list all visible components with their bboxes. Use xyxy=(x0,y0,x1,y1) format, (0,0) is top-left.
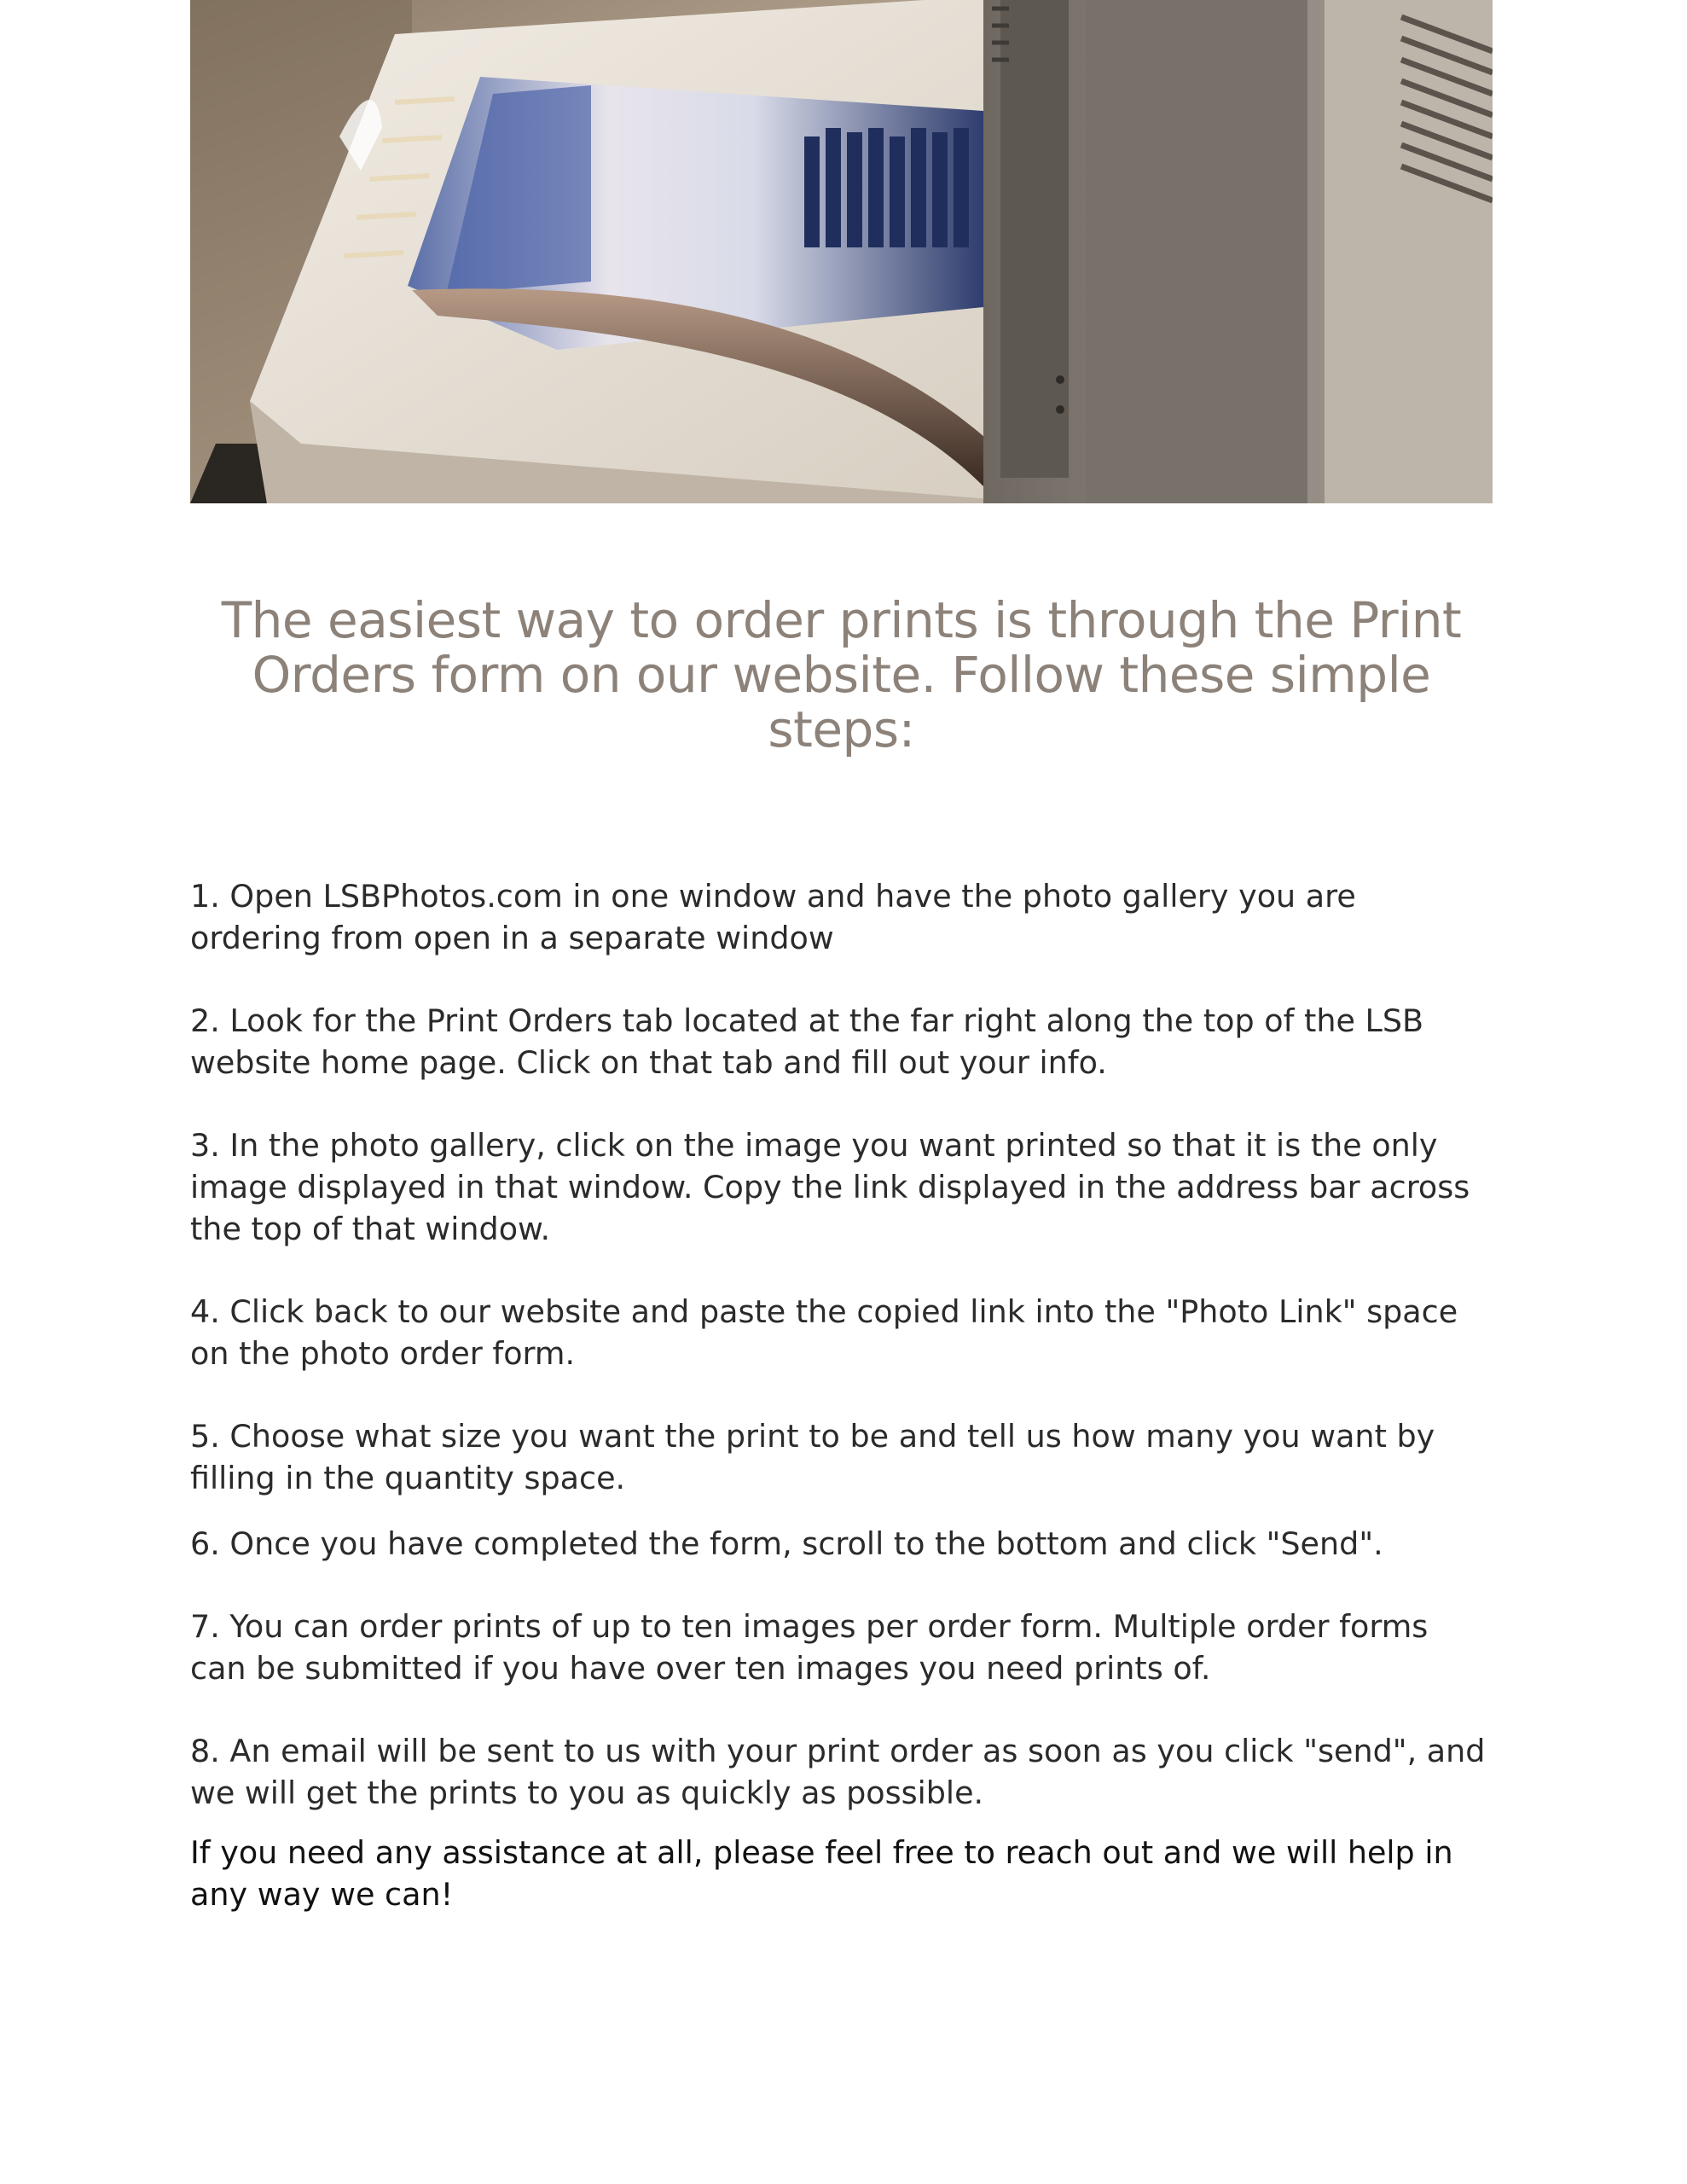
step-item-1: 1. Open LSBPhotos.com in one window and have the photo gallery you are ordering from open in a separate window xyxy=(190,878,1356,956)
step-item-5: 5. Choose what size you want the print to be and tell us how many you want by filling in the quantity space. xyxy=(190,1418,1435,1496)
step-item-3: 3. In the photo gallery, click on the image you want printed so that it is the only image displayed in that window. Copy the link displayed in the address bar across the top of that window. xyxy=(190,1127,1470,1247)
step-item-8: 8. An email will be sent to us with your print order as soon as you click "send", and we will get the prints to you as quickly as possible. xyxy=(190,1733,1486,1811)
step-item-6: 6. Once you have completed the form, scroll to the bottom and click "Send". xyxy=(190,1525,1383,1562)
page-headline: The easiest way to order prints is through the Print Orders form on our website. Follow these simple steps: xyxy=(221,591,1462,758)
hero-printer-photo xyxy=(190,0,1493,503)
step-item-2: 2. Look for the Print Orders tab located at the far right along the top of the LSB website home page. Click on that tab and fill out your info. xyxy=(190,1002,1424,1081)
step-item-4: 4. Click back to our website and paste the copied link into the "Photo Link" space on the photo order form. xyxy=(190,1293,1458,1372)
steps-list xyxy=(190,875,1493,1855)
closing-note: If you need any assistance at all, please feel free to reach out and we will help in any way we can! xyxy=(190,1834,1453,1913)
step-item-7: 7. You can order prints of up to ten images per order form. Multiple order forms can be submitted if you have over ten images you need prints of. xyxy=(190,1608,1429,1687)
